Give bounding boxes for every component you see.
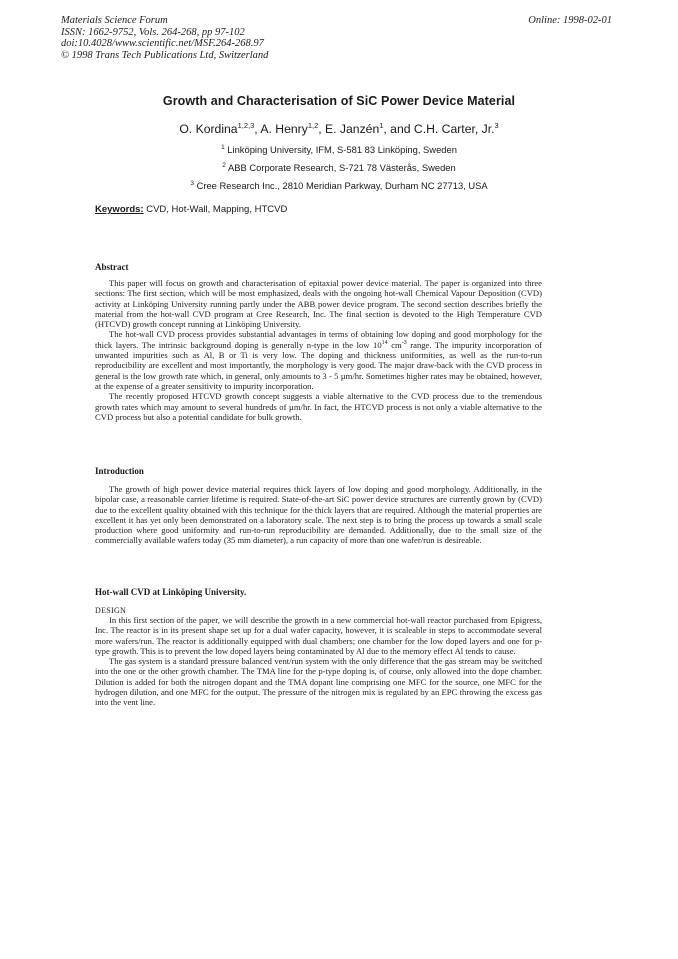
keywords-line xyxy=(95,204,287,215)
exponent: -3 xyxy=(401,339,407,346)
hotwall-heading: Hot-wall CVD at Linköping University. xyxy=(95,587,247,597)
introduction-paragraph: The growth of high power device material requires thick layers of low doping and good morphology. Additionally, in the bipolar case, a reasonable carrier lifetime is required. State-of-the-art SiC power device structures are currently grown by (CVD) due to the excellent quality obtained with this technique for the thick layers that are required. Although the material properties are excellent it has yet only been demonstrated on a laboratory scale. The next step is to bring the process up towards a small scale production where good uniformity and run-to-run reproducibility are demanded. Additionally, due to the small size of the commercially available wafers today (35 mm diameter), a run capacity of more than one wafer/run is desireable. xyxy=(95,484,542,546)
doi-line[interactable]: doi:10.4028/www.scientific.net/MSF.264-268.97 xyxy=(61,38,264,49)
introduction-body xyxy=(95,484,542,546)
author-name: C.H. Carter, Jr. xyxy=(413,122,495,137)
hotwall-paragraph: The gas system is a standard pressure balanced vent/run system with the only difference that the gas stream may be switched into the one or the other growth chamber. The TMA line for the p-type doping is, of course, only allowed into the dope chamber. Dilution is added for both the nitrogen dopant and the TMA dopant line comprising one MFC for the source, one MFC for the hydrogen dilution, and one MFC for the output. The pressure of the nitrogen mix is regulated by an EPC throwing the excess gas into the vent line. xyxy=(95,656,542,708)
author-affil-sup: 3 xyxy=(494,121,499,130)
affiliation-2 xyxy=(0,162,678,173)
abstract-paragraph xyxy=(95,329,542,391)
abstract-heading: Abstract xyxy=(95,262,129,272)
affiliation-number: 1 xyxy=(221,144,225,151)
issn-line: ISSN: 1662-9752, Vols. 264-268, pp 97-102 xyxy=(61,26,245,38)
affiliation-text: ABB Corporate Research, S-721 78 Västerås, Sweden xyxy=(227,162,456,174)
introduction-heading: Introduction xyxy=(95,466,144,476)
abstract-text: cm xyxy=(387,339,402,350)
keywords-label: Keywords: xyxy=(95,204,144,215)
author-affil-sup: 1,2 xyxy=(307,121,319,130)
author-name: A. Henry xyxy=(260,122,308,137)
hotwall-paragraph: In this first section of the paper, we will describe the growth in a new commercial hot-wall reactor purchased from Epigress, Inc. The reactor is in its present shape set up for a dual wafer capacity, however, it is scaleable in steps to accommodate several more wafers/run. The reactor is additionally equipped with dual chambers; one chamber for the low doped layers and one for p-type growth. This is to prevent the low doped layers being contaminated by Al due to the memory effect Al tends to cause. xyxy=(95,615,542,656)
author-name: O. Kordina xyxy=(179,122,238,137)
author-name: E. Janzén xyxy=(325,122,380,137)
author-affil-sup: 1 xyxy=(379,121,384,130)
author-separator: , xyxy=(318,122,326,137)
affiliation-number: 3 xyxy=(190,180,194,187)
abstract-paragraph: This paper will focus on growth and characterisation of epitaxial power device material. The paper is organized into three sections: The first section, which will be most emphasized, deals with the ongoing hot-wall Chemical Vapour Deposition (CVD) activity at Linköping University running partly under the ABB power device program. The second section describes briefly the material from the hot-wall CVD program at Cree Research, Inc. The final section is devoted to the High Temperature CVD (HTCVD) growth concept running at Linköping University. xyxy=(95,278,542,330)
abstract-text: range. The impurity incorporation of unwanted impurities such as Al, B or Ti is very low. The doping and thickness uniformities, as well as the run-to-run reproducibility are excellent and most importantly, the morphology is very good. The major draw-back with the CVD process in general is the low growth rate which, in general, only amounts to 3 - 5 µm/hr. Sometimes higher rates may be obtained, however, at the expense of a greater sensitivity to impurity incorporation. xyxy=(95,339,542,391)
affiliation-text: Cree Research Inc., 2810 Meridian Parkway, Durham NC 27713, USA xyxy=(196,180,488,192)
journal-name: Materials Science Forum xyxy=(61,15,168,26)
author-list xyxy=(0,121,678,136)
hotwall-body xyxy=(95,615,542,708)
abstract-paragraph: The recently proposed HTCVD growth concept suggests a viable alternative to the CVD process due to the tremendous growth rates which may amount to several hundreds of µm/hr. In fact, the HTCVD process is not only a viable alternative to the CVD process but also a potential candidate for bulk growth. xyxy=(95,391,542,422)
paper-title: Growth and Characterisation of SiC Power Device Material xyxy=(162,94,516,108)
keywords-text: CVD, Hot-Wall, Mapping, HTCVD xyxy=(146,204,288,215)
affiliation-number: 2 xyxy=(222,162,226,169)
online-date: Online: 1998-02-01 xyxy=(528,15,612,26)
abstract-body xyxy=(95,278,542,422)
author-affil-sup: 1,2,3 xyxy=(237,121,255,130)
author-separator: , xyxy=(254,122,261,137)
affiliation-1 xyxy=(0,144,678,155)
design-subheading: DESIGN xyxy=(95,606,127,615)
abstract-text: The hot-wall CVD process provides substantial advantages in terms of obtaining low doping and good morphology for the thick layers. The intrinsic background doping is generally n-type in the low 10 xyxy=(95,329,542,350)
author-separator: , and xyxy=(383,122,414,137)
affiliation-text: Linköping University, IFM, S-581 83 Linköping, Sweden xyxy=(227,144,457,156)
copyright-line: © 1998 Trans Tech Publications Ltd, Switzerland xyxy=(61,49,269,61)
exponent: 14 xyxy=(381,339,388,346)
affiliation-3 xyxy=(0,180,678,191)
journal-header xyxy=(61,15,268,61)
